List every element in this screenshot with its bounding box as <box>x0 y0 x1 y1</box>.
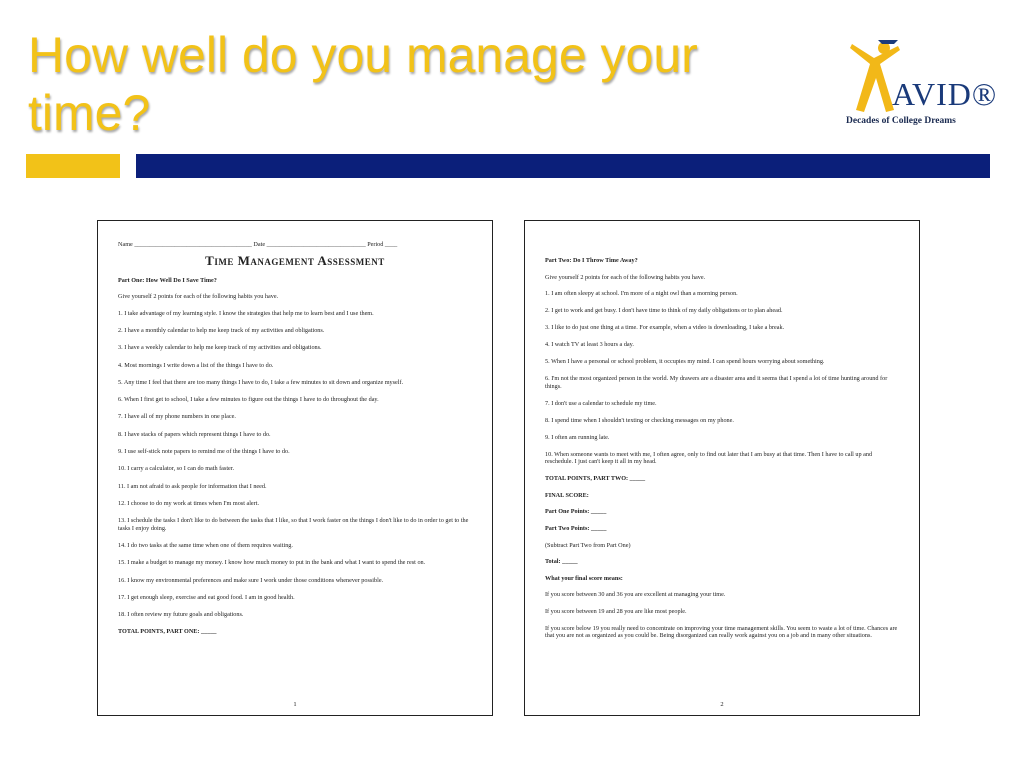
list-item: 15. I make a budget to manage my money. I know how much money to put in the bank and what I want to spend the rest on. <box>118 559 426 567</box>
list-item: 14. I do two tasks at the same time when one of them requires waiting. <box>118 542 293 550</box>
score-meaning-heading: What your final score means: <box>545 574 623 582</box>
list-item: 3. I like to do just one thing at a time. For example, when a video is downloading, I take a break. <box>545 324 785 332</box>
score-meaning-item: If you score between 30 and 36 you are excellent at managing your time. <box>545 591 726 599</box>
list-item: 9. I often am running late. <box>545 433 610 441</box>
list-item: 3. I have a weekly calendar to help me keep track of my activities and obligations. <box>118 344 322 352</box>
list-item: 7. I don't use a calendar to schedule my time. <box>545 399 657 407</box>
list-item: 2. I have a monthly calendar to help me keep track of my activities and obligations. <box>118 327 325 335</box>
list-item: 5. When I have a personal or school problem, it occupies my mind. I can spend hours worrying about something. <box>545 358 825 366</box>
list-item: 6. I'm not the most organized person in the world. My drawers are a disaster area and it seems that I spend a lot of time hunting around for things. <box>545 375 888 390</box>
page-number: 2 <box>720 701 724 709</box>
part-two-points: Part Two Points: _____ <box>545 525 607 532</box>
list-item: 4. I watch TV at least 3 hours a day. <box>545 341 634 349</box>
score-meaning-item: If you score between 19 and 28 you are like most people. <box>545 607 687 615</box>
total-part-one: TOTAL POINTS, PART ONE: _____ <box>118 628 217 636</box>
score-meaning-item: If you score below 19 you really need to concentrate on improving your time management skills. You seem to waste a lot of time. Chances are that you are not as organized as you could be. Being disorganized can really work against you on a job and in many other situations. <box>545 624 898 640</box>
part-one-instructions: Give yourself 2 points for each of the following habits you have. <box>118 293 279 301</box>
name-date-period-line: Name ______________________________________ Date ________________________________ Period ____ <box>118 241 398 248</box>
total-part-two: TOTAL POINTS, PART TWO: _____ <box>545 475 646 483</box>
accent-bar-yellow <box>26 154 120 178</box>
part-one-points: Part One Points: _____ <box>545 508 607 516</box>
avid-wordmark: AVID® <box>892 76 998 112</box>
avid-tagline: Decades of College Dreams <box>846 116 956 126</box>
list-item: 16. I know my environmental preferences and make sure I work under those conditions whenever possible. <box>118 576 384 584</box>
list-item: 13. I schedule the tasks I don't like to do between the tasks that I like, so that I work faster on the things I don't like to do in order to get to the tasks I enjoy doing. <box>118 517 469 532</box>
list-item: 7. I have all of my phone numbers in one place. <box>118 413 236 421</box>
list-item: 1. I take advantage of my learning style. I know the strategies that help me to learn best and I use them. <box>118 309 374 317</box>
accent-bar-navy <box>136 154 990 178</box>
part-one-heading: Part One: How Well Do I Save Time? <box>118 276 217 284</box>
list-item: 6. When I first get to school, I take a few minutes to figure out the things I have to do throughout the day. <box>118 396 379 404</box>
list-item: 4. Most mornings I write down a list of the things I have to do. <box>118 361 274 369</box>
list-item: 5. Any time I feel that there are too many things I have to do, I take a few minutes to sit down and organize myself. <box>118 378 404 386</box>
list-item: 12. I choose to do my work at times when I'm most alert. <box>118 499 259 507</box>
page-number: 1 <box>293 701 297 709</box>
list-item: 2. I get to work and get busy. I don't have time to think of my daily obligations or to plan ahead. <box>545 307 783 315</box>
worksheet-page-1 <box>97 220 493 716</box>
list-item: 9. I use self-stick note papers to remind me of the things I have to do. <box>118 448 290 456</box>
worksheet-page-2 <box>524 220 920 716</box>
list-item: 10. I carry a calculator, so I can do math faster. <box>118 465 235 473</box>
slide-title: How well do you manage your time? <box>28 27 698 141</box>
list-item: 1. I am often sleepy at school. I'm more of a night owl than a morning person. <box>545 290 738 298</box>
list-item: 10. When someone wants to meet with me, I often agree, only to find out later that I am busy at that time. Then I have to call up and reschedule. I just can't keep it all in my head. <box>545 450 873 466</box>
final-score-heading: FINAL SCORE: <box>545 491 589 499</box>
subtract-instruction: (Subtract Part Two from Part One) <box>545 541 631 549</box>
list-item: 11. I am not afraid to ask people for information that I need. <box>118 482 267 490</box>
document-title: Time Management Assessment <box>205 252 385 268</box>
total-line: Total: _____ <box>545 558 578 566</box>
list-item: 8. I have stacks of papers which represent things I have to do. <box>118 430 271 438</box>
part-two-instructions: Give yourself 2 points for each of the following habits you have. <box>545 273 706 281</box>
list-item: 17. I get enough sleep, exercise and eat good food. I am in good health. <box>118 593 295 601</box>
list-item: 8. I spend time when I shouldn't texting or checking messages on my phone. <box>545 416 734 424</box>
part-two-heading: Part Two: Do I Throw Time Away? <box>545 257 638 264</box>
avid-logo <box>842 36 998 132</box>
list-item: 18. I often review my future goals and obligations. <box>118 611 244 619</box>
